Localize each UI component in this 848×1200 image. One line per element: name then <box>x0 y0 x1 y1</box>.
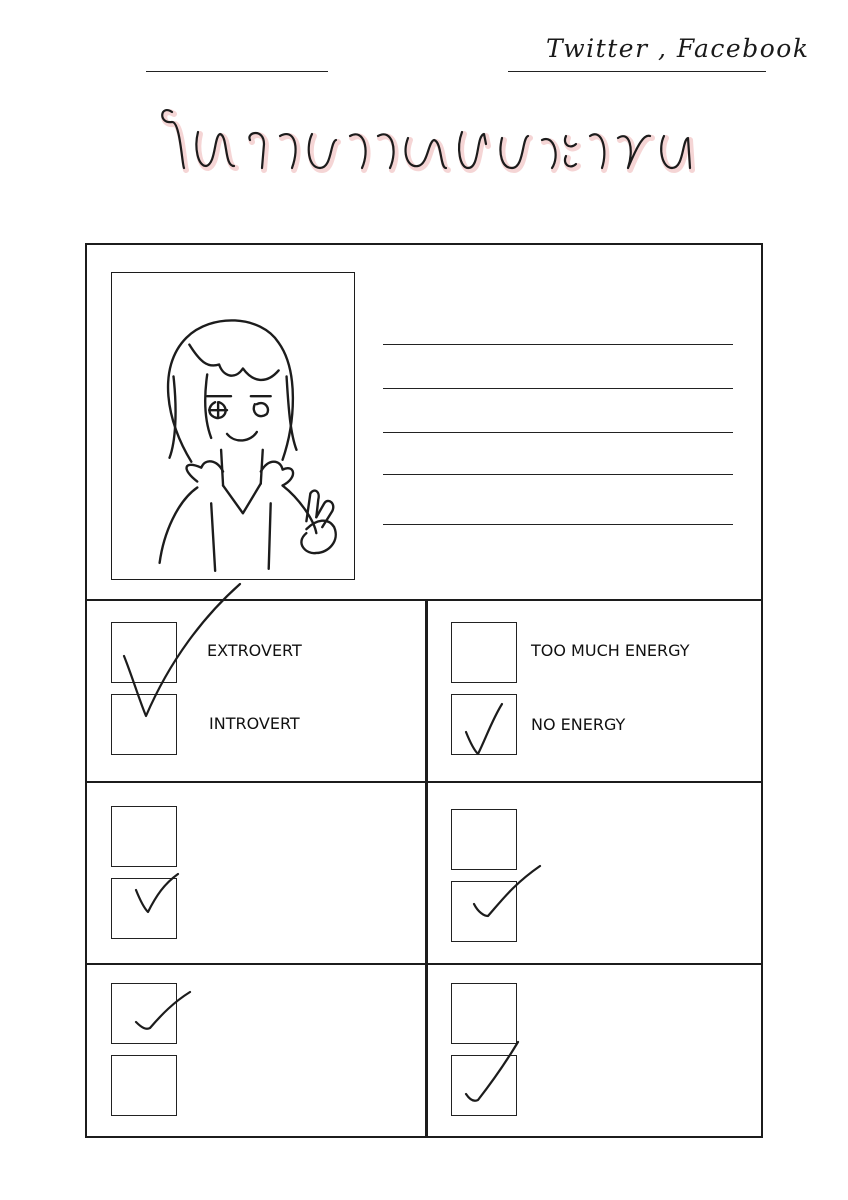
checkbox-extrovert[interactable] <box>111 622 177 683</box>
about-line-3 <box>383 432 733 433</box>
option-no-energy-label: NO ENERGY <box>531 715 626 734</box>
checkbox-too-much-energy[interactable] <box>451 622 517 683</box>
checkbox-no-energy[interactable] <box>451 694 517 755</box>
page-title <box>150 84 710 184</box>
checkbox-nighttime[interactable] <box>451 1055 517 1116</box>
checkbox-introvert[interactable] <box>111 694 177 755</box>
cell-divider-vertical <box>426 601 428 1136</box>
trait-cell-energy <box>427 601 761 783</box>
checkbox-forced[interactable] <box>111 878 177 939</box>
profile-section <box>87 245 761 601</box>
social-line <box>508 71 766 72</box>
option-too-much-energy-label: TOO MUCH ENERGY <box>531 641 690 660</box>
trait-cell-day-night <box>427 965 761 1136</box>
title-lettering <box>150 84 710 184</box>
portrait-drawing <box>111 272 355 580</box>
about-line-2 <box>383 388 733 389</box>
activity-card <box>85 243 763 1138</box>
social-value: Twitter , Facebook <box>546 34 810 63</box>
trait-cell-volunteer <box>87 783 427 965</box>
option-introvert-label: INTROVERT <box>209 714 300 733</box>
checkbox-cat[interactable] <box>111 1055 177 1116</box>
about-line-4 <box>383 474 733 475</box>
checkbox-mountain[interactable] <box>451 881 517 942</box>
trait-cell-dog-cat <box>87 965 427 1136</box>
trait-cell-beach-mountain <box>427 783 761 965</box>
trait-cell-extrovert <box>87 601 427 783</box>
checkbox-dog[interactable] <box>111 983 177 1044</box>
checkbox-volunteer[interactable] <box>111 806 177 867</box>
checkbox-daytime[interactable] <box>451 983 517 1044</box>
about-line-1 <box>383 344 733 345</box>
nickname-line <box>146 71 328 72</box>
about-line-5 <box>383 524 733 525</box>
checkbox-beach[interactable] <box>451 809 517 870</box>
option-extrovert-label: EXTROVERT <box>207 641 302 660</box>
